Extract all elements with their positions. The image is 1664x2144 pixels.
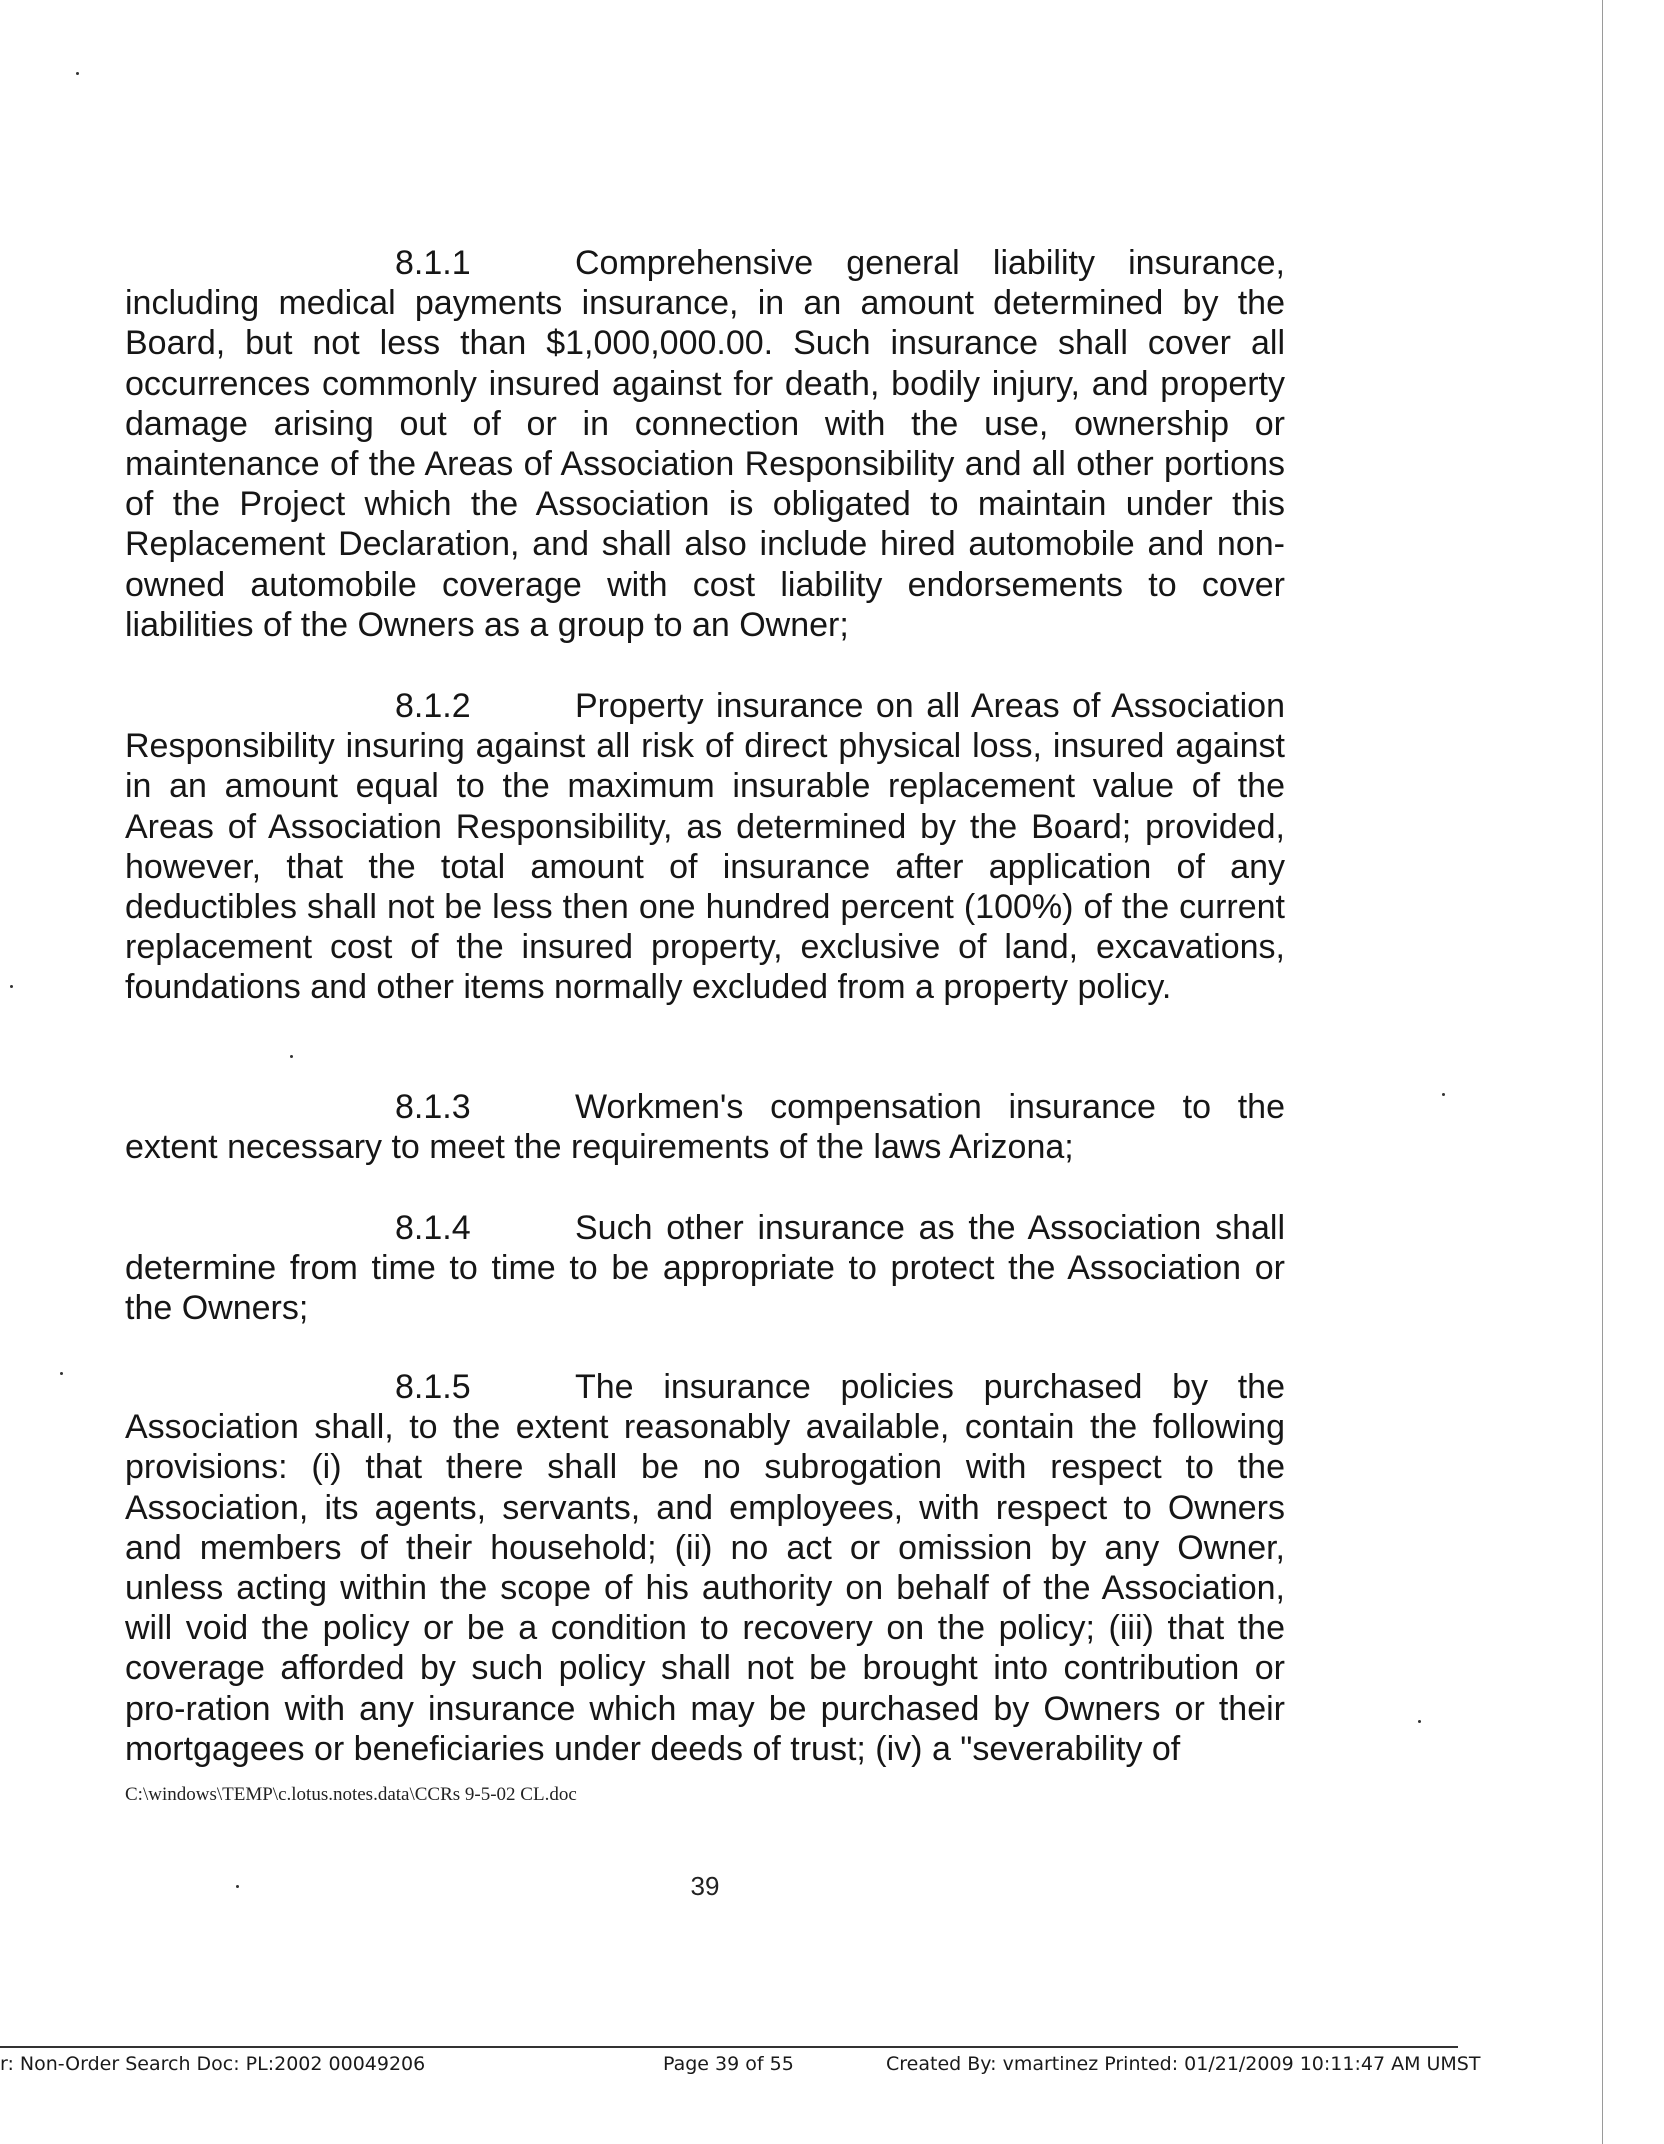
section-number: 8.1.2 xyxy=(395,687,471,725)
file-path: C:\windows\TEMP\c.lotus.notes.data\CCRs 9-5-02 CL.doc xyxy=(125,1784,577,1805)
scan-speck xyxy=(290,1055,293,1058)
scan-speck xyxy=(1418,1720,1421,1723)
section-number: 8.1.4 xyxy=(395,1209,471,1247)
page-number: 39 xyxy=(690,1871,720,1901)
scan-speck xyxy=(10,985,13,988)
paragraph-8-1-2 xyxy=(125,686,1285,1008)
footer-search-info: r: Non-Order Search Doc: PL:2002 00049206 xyxy=(0,2053,426,2075)
paragraph-text: Property insurance on all Areas of Association Responsibility insuring against all risk of direct physical loss, insured against in an amount equal to the maximum insurable replacement value of the Areas of Association Responsibility, as determined by the Board; provided, however, that the total amount of insurance after application of any deductibles shall not be less then one hundred percent (100%) of the current replacement cost of the insured property, exclusive of land, excavations, foundations and other items normally excluded from a property policy. xyxy=(125,687,1285,1007)
scan-speck xyxy=(60,1372,63,1375)
scan-speck xyxy=(236,1885,239,1888)
scan-edge-line xyxy=(1602,0,1603,2144)
paragraph-text: Comprehensive general liability insurance, including medical payments insurance, in an amount determined by the Board, but not less than $1,000,000.00. Such insurance shall cover all occurrences commonly insured against for death, bodily injury, and property damage arising out of or in connection with the use, ownership or maintenance of the Areas of Association Responsibility and all other portions of the Project which the Association is obligated to maintain under this Replacement Declaration, and shall also include hired automobile and non-owned automobile coverage with cost liability endorsements to cover liabilities of the Owners as a group to an Owner; xyxy=(125,244,1285,644)
paragraph-8-1-5 xyxy=(125,1367,1285,1769)
section-number: 8.1.1 xyxy=(395,244,471,282)
paragraph-text: Such other insurance as the Association shall determine from time to time to be appropriate to protect the Association or the Owners; xyxy=(125,1209,1285,1328)
section-number: 8.1.3 xyxy=(395,1088,471,1126)
paragraph-8-1-3 xyxy=(125,1087,1285,1167)
paragraph-8-1-1 xyxy=(125,243,1285,645)
scan-speck xyxy=(1442,1093,1445,1096)
footer-print-info: Created By: vmartinez Printed: 01/21/2009 10:11:47 AM UMST xyxy=(886,2053,1481,2075)
paragraph-text: The insurance policies purchased by the Association shall, to the extent reasonably available, contain the following provisions: (i) that there shall be no subrogation with respect to the Association, its agents, servants, and employees, with respect to Owners and members of their household; (ii) no act or omission by any Owner, unless acting within the scope of his authority on behalf of the Association, will void the policy or be a condition to recovery on the policy; (iii) that the coverage afforded by such policy shall not be brought into contribution or pro-ration with any insurance which may be purchased by Owners or their mortgagees or beneficiaries under deeds of trust; (iv) a "severability of xyxy=(125,1368,1285,1768)
section-number: 8.1.5 xyxy=(395,1368,471,1406)
scan-speck xyxy=(76,72,79,75)
paragraph-text: Workmen's compensation insurance to the extent necessary to meet the requirements of the laws Arizona; xyxy=(125,1088,1285,1167)
footer-divider xyxy=(0,2046,1458,2048)
footer-page-count: Page 39 of 55 xyxy=(663,2053,794,2075)
paragraph-8-1-4 xyxy=(125,1208,1285,1329)
